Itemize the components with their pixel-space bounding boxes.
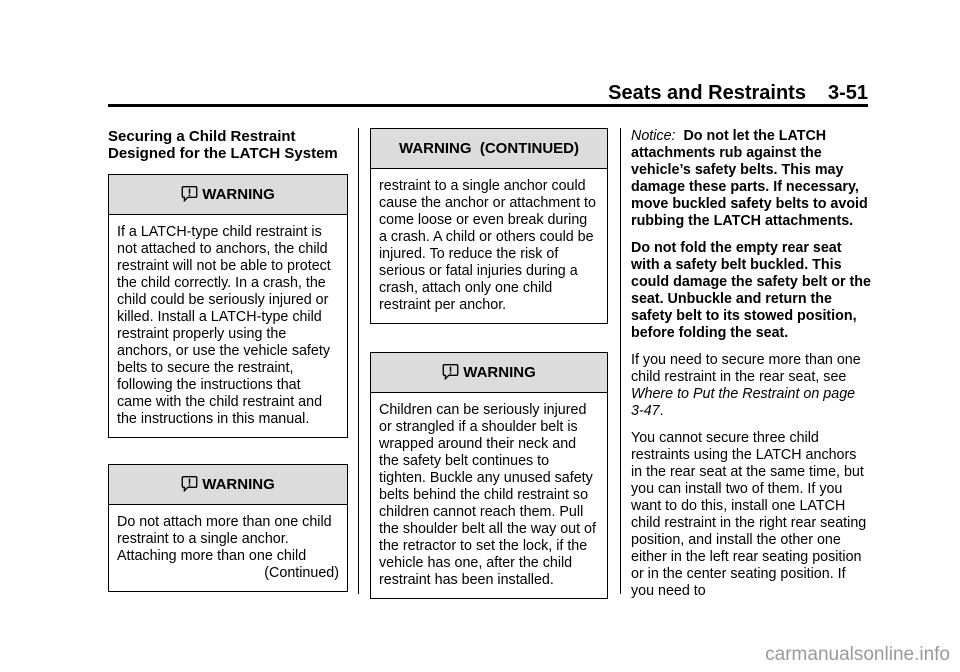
column-divider bbox=[358, 128, 359, 594]
notice-text: Do not let the LATCH attachments rub against the vehicle’s safety belts. This may damage these parts. If necessary, move buckled safety belts to avoid rubbing the LATCH attachments. bbox=[631, 128, 868, 229]
warning-header bbox=[109, 175, 347, 215]
warning-label: WARNING bbox=[202, 476, 275, 493]
page-header bbox=[108, 80, 868, 106]
cross-reference-link[interactable]: Where to Put the Restraint on page 3-47 bbox=[631, 386, 856, 419]
warning-header bbox=[371, 129, 607, 169]
warning-text: restraint to a single anchor could cause the anchor or attachment to come loose or even break during a crash. A child or others could be injured. To reduce the risk of serious or fatal injuries during a crash, attach only one child restraint per anchor. bbox=[379, 178, 596, 313]
warning-text: Children can be seriously injured or strangled if a shoulder belt is wrapped around their neck and the safety belt continues to tighten. Buckle any unused safety belts behind the child restraint so children cannot reach them. Pull the shoulder belt all the way out of the retractor to set the lock, if the vehicle has one, after the child restraint has been installed. bbox=[379, 402, 596, 588]
warning-icon bbox=[181, 468, 198, 507]
header-section-title: Seats and Restraints bbox=[608, 82, 806, 104]
warning-box-continued bbox=[370, 128, 608, 324]
column-1 bbox=[108, 128, 348, 592]
column-divider bbox=[620, 128, 621, 594]
warning-body bbox=[371, 169, 607, 323]
latch-anchors-paragraph: You cannot secure three child restraints using the LATCH anchors in the rear seat at the same time, but you can install two of them. If you want to do this, install one LATCH child restraint in the right rear seating position, and install the other one either in the left rear seating position or in the center seating position. If you need to bbox=[631, 430, 867, 599]
notice-label: Notice: bbox=[631, 128, 676, 144]
warning-box-latch bbox=[108, 174, 348, 438]
warning-icon bbox=[442, 356, 459, 395]
warning-label: WARNING bbox=[463, 364, 536, 381]
header-page-number: 3-51 bbox=[827, 82, 868, 104]
multiple-restraints-paragraph bbox=[631, 352, 871, 420]
watermark: carmanualsonline.info bbox=[765, 644, 950, 665]
warning-label: WARNING bbox=[202, 186, 275, 203]
warning-header bbox=[371, 353, 607, 393]
warning-label: WARNING (CONTINUED) bbox=[399, 140, 579, 157]
warning-header bbox=[109, 465, 347, 505]
warning-body bbox=[109, 505, 347, 591]
header-rule bbox=[108, 104, 868, 107]
fold-seat-paragraph: Do not fold the empty rear seat with a safety belt buckled. This could damage the safety belt or the seat. Unbuckle and return the safety belt to its stowed position, before folding the seat. bbox=[631, 240, 871, 341]
column-2 bbox=[370, 128, 608, 599]
warning-text: If a LATCH-type child restraint is not attached to anchors, the child restraint will not be able to protect the child correctly. In a crash, the child could be seriously injured or killed. Install a LATCH-type child restraint properly using the anchors, or use the vehicle safety belts to secure the restraint, following the instructions that came with the child restraint and the instructions in this manual. bbox=[117, 224, 331, 427]
warning-box-anchor bbox=[108, 464, 348, 592]
notice-paragraph bbox=[631, 128, 871, 230]
continued-label: (Continued) bbox=[264, 565, 339, 581]
section-title: Securing a Child Restraint Designed for the LATCH System bbox=[108, 128, 338, 162]
warning-text: Do not attach more than one child restraint to a single anchor. Attaching more than one child bbox=[117, 514, 332, 564]
warning-box-shoulder-belt bbox=[370, 352, 608, 599]
warning-body bbox=[371, 393, 607, 598]
column-3 bbox=[631, 128, 871, 610]
paragraph-text: If you need to secure more than one child restraint in the rear seat, see bbox=[631, 352, 861, 385]
warning-icon bbox=[181, 178, 198, 217]
warning-body bbox=[109, 215, 347, 437]
paragraph-end: . bbox=[659, 403, 664, 419]
